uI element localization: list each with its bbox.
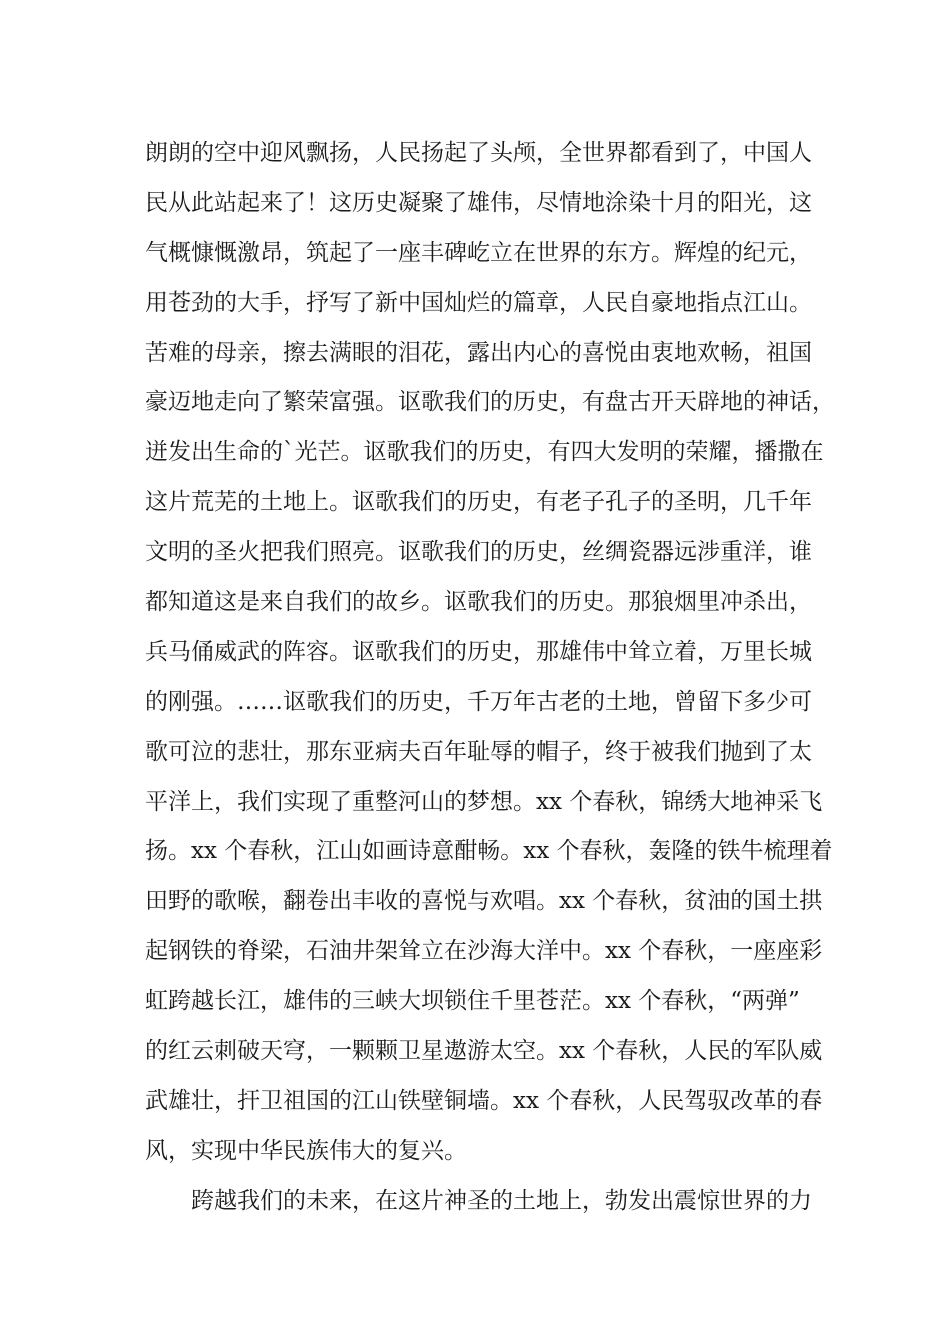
text-line: 武雄壮，扞卫祖国的江山铁壁铜墙。xx 个春秋，人民驾驭改革的春 bbox=[145, 1087, 823, 1114]
text-line: 朗朗的空中迎风飘扬，人民扬起了头颅，全世界都看到了，中国人 bbox=[145, 140, 812, 166]
text-line: 都知道这是来自我们的故乡。讴歌我们的历史。那狼烟里冲杀出， bbox=[145, 589, 812, 616]
text-line: 文明的圣火把我们照亮。讴歌我们的历史，丝绸瓷器远涉重洋，谁 bbox=[145, 539, 812, 566]
text-line: 的红云刺破天穹，一颗颗卫星遨游太空。xx 个春秋，人民的军队威 bbox=[145, 1038, 823, 1065]
text-line: 虹跨越长江，雄伟的三峡大坝锁住千里苍茫。xx 个春秋，“两弹” bbox=[145, 988, 800, 1015]
body-text bbox=[145, 131, 835, 1229]
text-line: 民从此站起来了！这历史凝聚了雄伟，尽情地涂染十月的阳光，这 bbox=[145, 189, 812, 216]
text-line: 用苍劲的大手，抒写了新中国灿烂的篇章，人民自豪地指点江山。 bbox=[145, 289, 812, 316]
text-line: 风，实现中华民族伟大的复兴。 bbox=[145, 1137, 467, 1164]
text-line: 气概慷慨激昂，筑起了一座丰碑屹立在世界的东方。辉煌的纪元， bbox=[145, 239, 812, 266]
text-line: 歌可泣的悲壮，那东亚病夫百年耻辱的帽子，终于被我们抛到了太 bbox=[145, 738, 812, 765]
text-line: 苦难的母亲，擦去满眼的泪花，露出内心的喜悦由衷地欢畅，祖国 bbox=[145, 339, 812, 366]
text-line: 跨越我们的未来，在这片神圣的土地上，勃发出震惊世界的力 bbox=[191, 1187, 812, 1214]
text-line: 迸发出生命的`光芒。讴歌我们的历史，有四大发明的荣耀，播撒在 bbox=[145, 439, 824, 466]
text-line: 平洋上，我们实现了重整河山的梦想。xx 个春秋，锦绣大地神采飞 bbox=[145, 788, 823, 815]
text-line: 扬。xx 个春秋，江山如画诗意酣畅。xx 个春秋，轰隆的铁牛梳理着 bbox=[145, 838, 833, 865]
text-line: 的刚强。……讴歌我们的历史，千万年古老的土地，曾留下多少可 bbox=[145, 688, 812, 715]
text-line: 兵马俑威武的阵容。讴歌我们的历史，那雄伟中耸立着，万里长城 bbox=[145, 638, 812, 665]
text-line: 豪迈地走向了繁荣富强。讴歌我们的历史，有盘古开天辟地的神话， bbox=[145, 389, 835, 416]
paragraph-1 bbox=[145, 131, 835, 1179]
text-line: 起钢铁的脊梁，石油井架耸立在沙海大洋中。xx 个春秋，一座座彩 bbox=[145, 938, 823, 965]
text-line: 田野的歌喉，翻卷出丰收的喜悦与欢唱。xx 个春秋，贫油的国土拱 bbox=[145, 888, 823, 915]
paragraph-2 bbox=[145, 1179, 825, 1229]
text-line: 这片荒芜的土地上。讴歌我们的历史，有老子孔子的圣明，几千年 bbox=[145, 489, 812, 516]
